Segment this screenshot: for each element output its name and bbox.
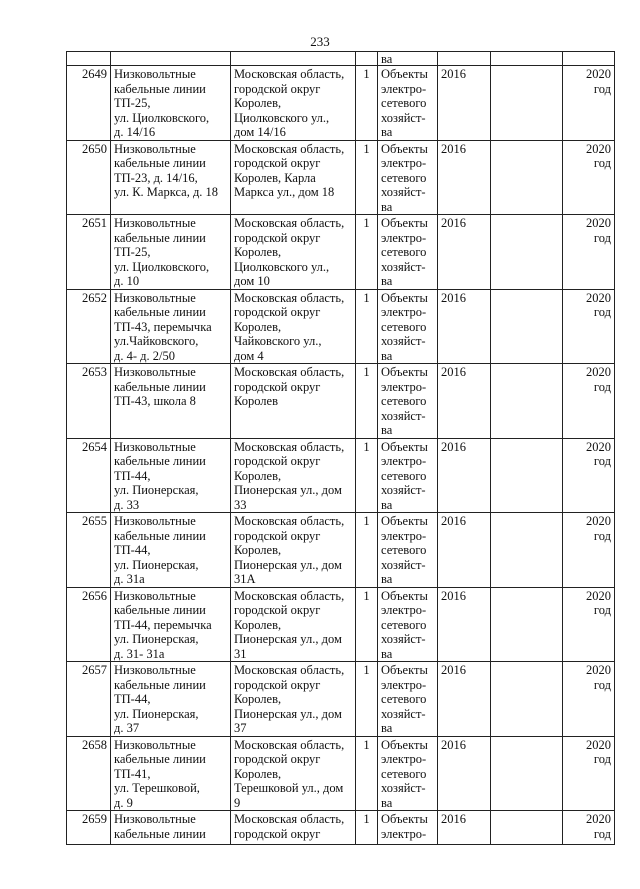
cell-qty: 1 [356, 513, 378, 588]
table-row [67, 438, 615, 513]
cell-year: 2016 [438, 438, 491, 513]
cell-num: 2658 [67, 736, 111, 811]
cell-qty: 1 [356, 736, 378, 811]
cell-object-type: Объекты электро- сетевого хозяйст- ва [378, 736, 438, 811]
cell-name: Низковольтные кабельные линии ТП-44, ул. Пионерская, д. 31а [111, 513, 231, 588]
cell-empty [491, 662, 563, 737]
cell-object-type: Объекты электро- сетевого хозяйст- ва [378, 289, 438, 364]
table-row [67, 587, 615, 662]
cell-term: 2020 год [563, 364, 615, 439]
cell-object-type: Объекты электро- сетевого хозяйст- ва [378, 587, 438, 662]
table-row [67, 66, 615, 141]
cell-address: Московская область, городской округ Королев, Пионерская ул., дом 37 [231, 662, 356, 737]
registry-body [67, 52, 615, 845]
cell-year: 2016 [438, 215, 491, 290]
cell-num: 2650 [67, 140, 111, 215]
cell-year: 2016 [438, 587, 491, 662]
cell-qty: 1 [356, 662, 378, 737]
table-row [67, 513, 615, 588]
cell-address: Московская область, городской округ Королев, Чайковского ул., дом 4 [231, 289, 356, 364]
cell-qty: 1 [356, 438, 378, 513]
cell-num: 2659 [67, 811, 111, 845]
cell-term: 2020 год [563, 736, 615, 811]
cell-qty [356, 52, 378, 66]
cell-term [563, 52, 615, 66]
cell-address: Московская область, городской округ Королев, Циолковского ул., дом 14/16 [231, 66, 356, 141]
cell-year: 2016 [438, 513, 491, 588]
page-number: 233 [310, 34, 330, 49]
cell-term: 2020 год [563, 513, 615, 588]
cell-num: 2649 [67, 66, 111, 141]
cell-year [438, 52, 491, 66]
cell-year: 2016 [438, 364, 491, 439]
table-row [67, 662, 615, 737]
cell-empty [491, 52, 563, 66]
cell-object-type: Объекты электро- сетевого хозяйст- ва [378, 140, 438, 215]
cell-name: Низковольтные кабельные линии ТП-44, перемычка ул. Пионерская, д. 31- 31а [111, 587, 231, 662]
continuation-row [67, 52, 615, 66]
cell-term: 2020 год [563, 66, 615, 141]
cell-empty [491, 587, 563, 662]
cell-term: 2020 год [563, 662, 615, 737]
cell-empty [491, 513, 563, 588]
cell-address: Московская область, городской округ [231, 811, 356, 845]
cell-qty: 1 [356, 811, 378, 845]
cell-empty [491, 215, 563, 290]
cell-address [231, 52, 356, 66]
cell-empty [491, 140, 563, 215]
cell-term: 2020 год [563, 438, 615, 513]
cell-empty [491, 66, 563, 141]
cell-name: Низковольтные кабельные линии ТП-43, школа 8 [111, 364, 231, 439]
table-row [67, 736, 615, 811]
cell-year: 2016 [438, 662, 491, 737]
cell-empty [491, 438, 563, 513]
cell-name: Низковольтные кабельные линии ТП-41, ул. Терешковой, д. 9 [111, 736, 231, 811]
cell-object-type: Объекты электро- сетевого хозяйст- ва [378, 662, 438, 737]
cell-num: 2652 [67, 289, 111, 364]
cell-empty [491, 289, 563, 364]
cell-address: Московская область, городской округ Королев, Пионерская ул., дом 33 [231, 438, 356, 513]
cell-num [67, 52, 111, 66]
cell-year: 2016 [438, 140, 491, 215]
cell-qty: 1 [356, 587, 378, 662]
cell-name: Низковольтные кабельные линии ТП-43, перемычка ул.Чайковского, д. 4- д. 2/50 [111, 289, 231, 364]
cell-year: 2016 [438, 811, 491, 845]
cell-address: Московская область, городской округ Королев, Карла Маркса ул., дом 18 [231, 140, 356, 215]
cell-qty: 1 [356, 289, 378, 364]
cell-year: 2016 [438, 736, 491, 811]
cell-name: Низковольтные кабельные линии ТП-25, ул. Циолковского, д. 10 [111, 215, 231, 290]
cell-num: 2653 [67, 364, 111, 439]
cell-address: Московская область, городской округ Королев, Циолковского ул., дом 10 [231, 215, 356, 290]
cell-qty: 1 [356, 140, 378, 215]
cell-address: Московская область, городской округ Королев, Терешковой ул., дом 9 [231, 736, 356, 811]
cell-num: 2651 [67, 215, 111, 290]
cell-num: 2656 [67, 587, 111, 662]
cell-address: Московская область, городской округ Королев, Пионерская ул., дом 31А [231, 513, 356, 588]
cell-address: Московская область, городской округ Королев [231, 364, 356, 439]
cell-name: Низковольтные кабельные линии ТП-25, ул. Циолковского, д. 14/16 [111, 66, 231, 141]
cell-name: Низковольтные кабельные линии ТП-44, ул. Пионерская, д. 33 [111, 438, 231, 513]
cell-object-type: Объекты электро- сетевого хозяйст- ва [378, 438, 438, 513]
cell-name [111, 52, 231, 66]
cell-object-type: ва [378, 52, 438, 66]
cell-term: 2020 год [563, 811, 615, 845]
table-row [67, 140, 615, 215]
cell-object-type: Объекты электро- сетевого хозяйст- ва [378, 364, 438, 439]
cell-qty: 1 [356, 66, 378, 141]
cell-num: 2655 [67, 513, 111, 588]
cell-term: 2020 год [563, 289, 615, 364]
cell-empty [491, 811, 563, 845]
cell-num: 2654 [67, 438, 111, 513]
cell-object-type: Объекты электро- сетевого хозяйст- ва [378, 513, 438, 588]
cell-term: 2020 год [563, 587, 615, 662]
cell-name: Низковольтные кабельные линии [111, 811, 231, 845]
table-row [67, 215, 615, 290]
table-row [67, 811, 615, 845]
table-row [67, 364, 615, 439]
cell-address: Московская область, городской округ Королев, Пионерская ул., дом 31 [231, 587, 356, 662]
cell-object-type: Объекты электро- [378, 811, 438, 845]
cell-object-type: Объекты электро- сетевого хозяйст- ва [378, 215, 438, 290]
cell-term: 2020 год [563, 140, 615, 215]
cell-year: 2016 [438, 66, 491, 141]
cell-term: 2020 год [563, 215, 615, 290]
cell-empty [491, 364, 563, 439]
table-row [67, 289, 615, 364]
cell-num: 2657 [67, 662, 111, 737]
cell-qty: 1 [356, 364, 378, 439]
cell-year: 2016 [438, 289, 491, 364]
cell-qty: 1 [356, 215, 378, 290]
cell-name: Низковольтные кабельные линии ТП-44, ул. Пионерская, д. 37 [111, 662, 231, 737]
cell-name: Низковольтные кабельные линии ТП-23, д. 14/16, ул. К. Маркса, д. 18 [111, 140, 231, 215]
cell-empty [491, 736, 563, 811]
registry-table [66, 51, 615, 845]
cell-object-type: Объекты электро- сетевого хозяйст- ва [378, 66, 438, 141]
